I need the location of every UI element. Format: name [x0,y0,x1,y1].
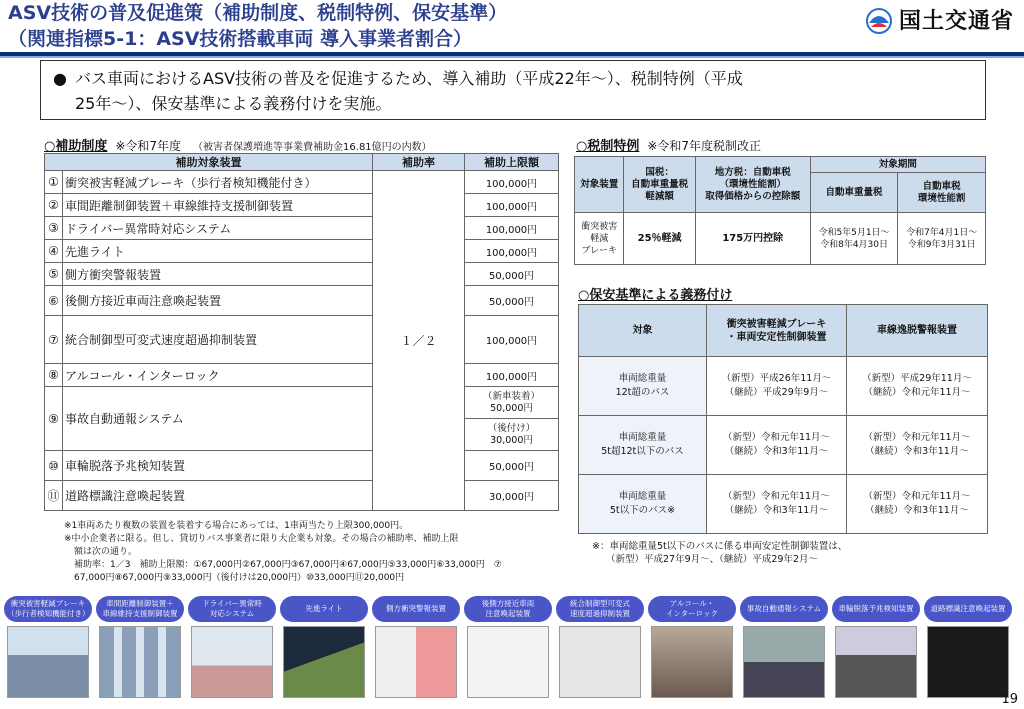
subsidy-heading [44,135,432,154]
device-card [4,596,94,704]
footnote: 補助率：1／3 補助上限額：①67,000円②67,000円③67,000円④67,000円⑤33,000円⑥33,000円 ⑦ [74,560,502,570]
limit-amount-retrofit [465,419,559,451]
device-illustration-strip [4,596,1006,704]
road-sign-alert-illustration-icon [927,626,1009,698]
table-row [45,364,559,387]
limit-amount: 100,000円 [465,316,559,364]
col-brake: 衝突被害軽減ブレーキ ・車両安定性制御装置 [707,305,847,357]
device-name: 道路標識注意喚起装置 [63,481,373,511]
summary-box [40,60,986,120]
limit-amount: 100,000円 [465,194,559,217]
subsidy-year-note: ※令和7年度 [115,139,182,153]
rear-side-alert-illustration-icon [467,626,549,698]
device-name: 衝突被害軽減ブレーキ（歩行者検知機能付き） [63,171,373,194]
tax-note: ※令和7年度税制改正 [647,139,762,153]
footnote: 67,000円⑧67,000円⑨33,000円（後付けは20,000円）⑩33,000円⑪20,000円 [74,573,405,583]
table-row [579,475,988,534]
device-card [188,596,278,704]
device-name: 後側方接近車両注意喚起装置 [63,286,373,316]
limit-amount: 100,000円 [465,217,559,240]
col-national-tax: 国税： 自動車重量税 軽減額 [624,157,695,213]
device-card [924,596,1014,704]
col-lane: 車線逸脱警報装置 [847,305,988,357]
row-number: ⑥ [45,286,63,316]
device-name: アルコール・インターロック [63,364,373,387]
footnote: （新型）平成27年9月～、（継続）平成29年2月～ [606,554,819,565]
table-row [45,171,559,194]
device-label: 側方衝突警報装置 [372,596,460,622]
page-number: 19 [1001,692,1018,707]
amount-label: （新車装着） [482,390,540,402]
device-card [832,596,922,704]
device-label: 後側方接近車両 注意喚起装置 [464,596,552,622]
device-name: ドライバー異常時対応システム [63,217,373,240]
device-label: 車間距離制御装置＋ 車線維持支援制御装置 [96,596,184,622]
table-row [45,286,559,316]
col-device: 補助対象装置 [45,154,373,171]
table-row [579,416,988,475]
amount-label: （後付け） [487,422,536,434]
device-label: 車輪脱落予兆検知装置 [832,596,920,622]
header-rule-light [0,56,1024,58]
footnote: ※中小企業者に限る。但し、貸切りバス事業者に限り大企業も対象。その場合の補助率、補助上限 [64,534,459,544]
device-name: 車間距離制御装置＋車線維持支援制御装置 [63,194,373,217]
table-row [45,240,559,263]
footnote: ※：車両総重量5t以下のバスに係る車両安定性制御装置は、 [592,541,848,552]
mlit-emblem-icon [865,5,893,35]
safety-heading [578,284,732,303]
row-number: ② [45,194,63,217]
row-number: ⑪ [45,481,63,511]
col-local-tax: 地方税：自動車税 （環境性能割） 取得価格からの控除額 [695,157,810,213]
table-row [575,213,986,265]
table-row [45,217,559,240]
device-card [648,596,738,704]
footnote: 額は次の通り。 [74,547,138,557]
ministry-name: 国土交通省 [898,9,1014,34]
target: 車両総重量 5t以下のバス※ [579,475,707,534]
col-limit: 補助上限額 [465,154,559,171]
limit-amount: 50,000円 [465,263,559,286]
speed-limiter-illustration-icon [559,626,641,698]
device-card [372,596,462,704]
device-label: 道路標識注意喚起装置 [924,596,1012,622]
brake-date: （新型）令和元年11月～ （継続）令和3年11月～ [707,475,847,534]
lane-date: （新型）令和元年11月～ （継続）令和3年11月～ [847,475,988,534]
device-name: 統合制御型可変式速度超過抑制装置 [63,316,373,364]
row-number: ⑩ [45,451,63,481]
wheel-detachment-illustration-icon [835,626,917,698]
lane-date: （新型）平成29年11月～ （継続）令和元年11月～ [847,357,988,416]
table-row [45,451,559,481]
side-collision-illustration-icon [375,626,457,698]
table-row [45,263,559,286]
device-label: アルコール・ インターロック [648,596,736,622]
col-target: 対象 [579,305,707,357]
target: 車両総重量 12t超のバス [579,357,707,416]
device-label: 事故自動通報システム [740,596,828,622]
tax-heading [576,135,761,154]
device-card [556,596,646,704]
safety-table [578,304,988,534]
summary-line-2: 25年～）、保安基準による義務付けを実施。 [75,94,392,113]
row-number: ⑦ [45,316,63,364]
device-name: 事故自動通報システム [63,387,373,451]
device-label: 衝突被害軽減ブレーキ （歩行者検知機能付き） [4,596,92,622]
row-number: ⑨ [45,387,63,451]
amount-value: 30,000円 [490,434,533,446]
tax-device: 衝突被害 軽減 ブレーキ [575,213,624,265]
tax-table [574,156,986,265]
table-row [45,481,559,511]
limit-amount: 50,000円 [465,286,559,316]
subsidy-title: ○補助制度 [44,139,108,154]
table-row [45,194,559,217]
device-label: 先進ライト [280,596,368,622]
device-name: 側方衝突警報装置 [63,263,373,286]
device-label: ドライバー異常時 対応システム [188,596,276,622]
row-number: ⑧ [45,364,63,387]
subsidy-header-row [45,154,559,171]
col-period-env: 自動車税 環境性能割 [898,173,986,213]
col-rate: 補助率 [373,154,465,171]
summary-line-1: バス車両におけるASV技術の普及を促進するため、導入補助（平成22年～）、税制特例（平成 [75,69,743,88]
subsidy-rate: １／２ [373,171,465,511]
subsidy-table [44,153,559,511]
subsidy-footnotes [64,520,502,585]
brake-date: （新型）令和元年11月～ （継続）令和3年11月～ [707,416,847,475]
table-row [45,316,559,364]
limit-amount-new [465,387,559,419]
tax-period-a: 令和5年5月1日～ 令和8年4月30日 [810,213,898,265]
alcohol-interlock-illustration-icon [651,626,733,698]
col-period-weight: 自動車重量税 [810,173,898,213]
ministry-logo [865,4,1014,35]
device-card [740,596,830,704]
tax-period-b: 令和7年4月1日～ 令和9年3月31日 [898,213,986,265]
limit-amount: 30,000円 [465,481,559,511]
header [0,0,1024,56]
page-title: ASV技術の普及促進策（補助制度、税制特例、保安基準） [8,2,508,24]
lane-date: （新型）令和元年11月～ （継続）令和3年11月～ [847,416,988,475]
tax-local: 175万円控除 [695,213,810,265]
safety-footnotes [592,540,847,566]
limit-amount: 100,000円 [465,240,559,263]
tax-title: ○税制特例 [576,139,640,154]
row-number: ① [45,171,63,194]
driver-monitor-illustration-icon [191,626,273,698]
limit-amount: 100,000円 [465,364,559,387]
acc-lka-illustration-icon [99,626,181,698]
table-row [579,357,988,416]
device-name: 先進ライト [63,240,373,263]
row-number: ③ [45,217,63,240]
page-subtitle: （関連指標5-1：ASV技術搭載車両 導入事業者割合） [8,28,473,50]
row-number: ⑤ [45,263,63,286]
bullet-icon: ● [53,69,67,88]
safety-title: ○保安基準による義務付け [578,288,733,303]
tax-header-row [575,157,986,173]
device-name: 車輪脱落予兆検知装置 [63,451,373,481]
device-card [464,596,554,704]
safety-header-row [579,305,988,357]
auto-emergency-call-illustration-icon [743,626,825,698]
brake-date: （新型）平成26年11月～ （継続）平成29年9月～ [707,357,847,416]
table-row [45,387,559,419]
col-period: 対象期間 [810,157,985,173]
device-card [280,596,370,704]
device-label: 統合制御型可変式 速度超過抑制装置 [556,596,644,622]
tax-national: 25％軽減 [624,213,695,265]
row-number: ④ [45,240,63,263]
advanced-light-illustration-icon [283,626,365,698]
amount-value: 50,000円 [490,402,533,414]
col-device: 対象装置 [575,157,624,213]
aeb-illustration-icon [7,626,89,698]
limit-amount: 50,000円 [465,451,559,481]
limit-amount: 100,000円 [465,171,559,194]
device-card [96,596,186,704]
subsidy-budget-note: （被害者保護増進等事業費補助金16.81億円の内数） [193,142,432,153]
target: 車両総重量 5t超12t以下のバス [579,416,707,475]
footnote: ※1車両あたり複数の装置を装着する場合にあっては、1車両当たり上限300,000円。 [64,521,409,531]
